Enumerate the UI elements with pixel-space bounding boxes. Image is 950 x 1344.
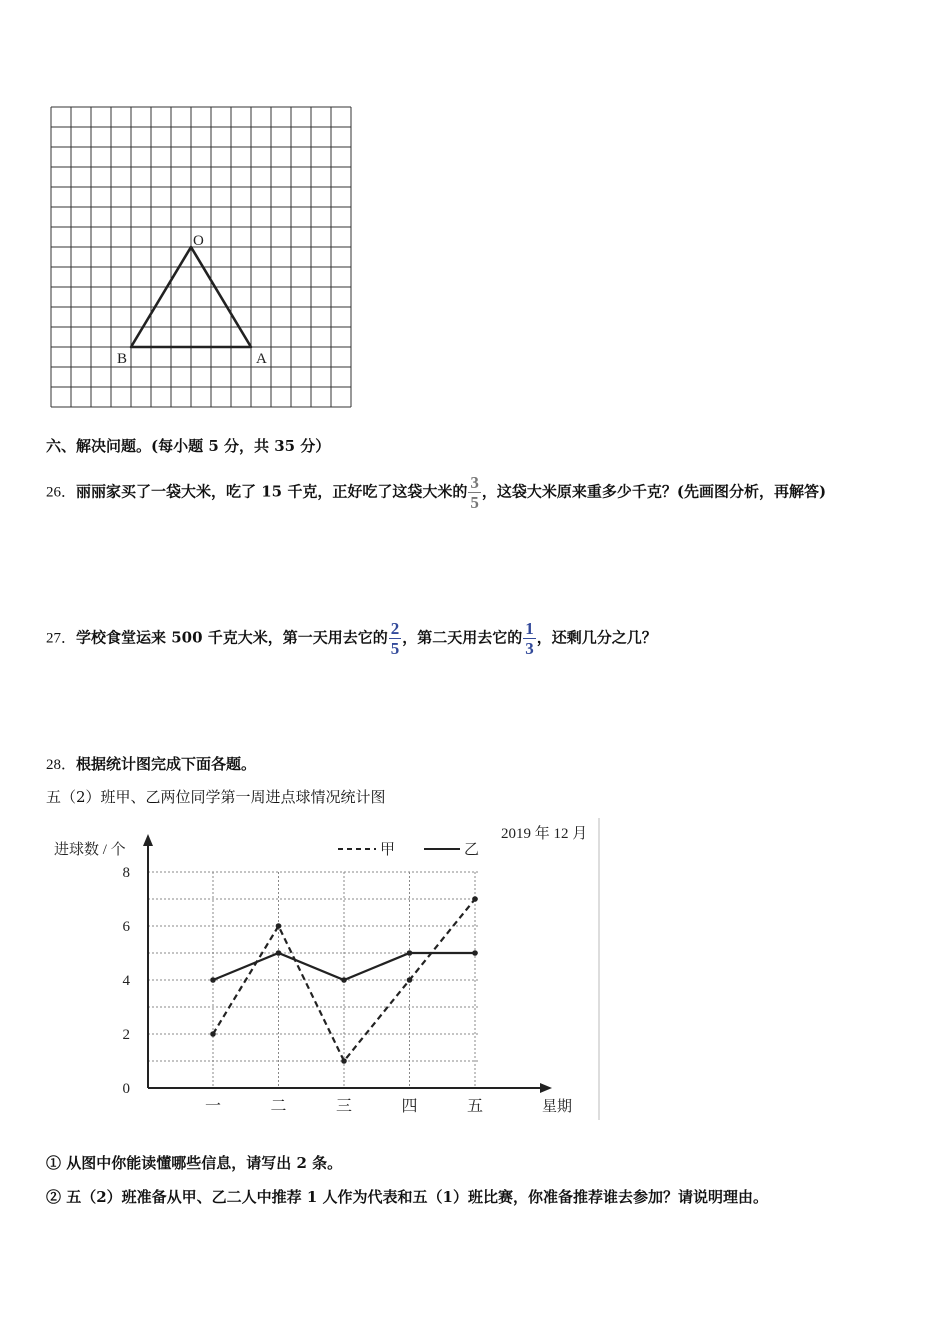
x-tick-label: 三 (335, 1098, 353, 1115)
data-point (407, 950, 413, 956)
data-point (276, 950, 282, 956)
question-text: 根据统计图完成下面各题。 (76, 755, 257, 773)
chart-caption: 五（2）班甲、乙两位同学第一周进点球情况统计图 (46, 788, 386, 806)
data-point (407, 977, 413, 983)
x-tick-label: 五 (466, 1098, 484, 1115)
fraction-denominator: 5 (470, 493, 479, 512)
sub-question-2: ② 五（2）班准备从甲、乙二人中推荐 1 人作为代表和五（1）班比赛，你准备推荐谁去参加？请说明理由。 (46, 1188, 768, 1206)
chart-ticks (123, 865, 484, 1115)
x-axis-label: 星期 (542, 1099, 573, 1115)
data-point (341, 977, 347, 983)
section-heading: 六、解决问题。(每小题 5 分，共 35 分） (46, 437, 331, 455)
chart-legend (338, 841, 479, 858)
question-text: ，还剩几分之几？ (536, 628, 657, 647)
x-axis-arrow (540, 1083, 552, 1093)
data-point (341, 1058, 347, 1064)
fraction-two-fifths (389, 620, 402, 657)
question-text: 学校食堂运来 500 千克大米，第一天用去它的 (76, 628, 388, 647)
y-tick-label: 2 (122, 1027, 130, 1043)
question-text: ，这袋大米原来重多少千克？(先画图分析，再解答) (481, 482, 827, 501)
question-28 (46, 753, 256, 774)
line-chart (46, 816, 602, 1122)
y-tick-label: 8 (122, 865, 130, 881)
fraction-one-third (523, 620, 536, 657)
fraction-numerator: 1 (525, 619, 534, 638)
chart-gridlines (148, 872, 478, 1088)
y-tick-label: 6 (122, 919, 130, 935)
y-axis-arrow (143, 834, 153, 846)
vertex-label-b: B (117, 351, 128, 367)
legend-label-jia: 甲 (380, 842, 396, 858)
question-text: 丽丽家买了一袋大米，吃了 15 千克，正好吃了这袋大米的 (76, 482, 468, 501)
question-number: 26． (46, 484, 77, 501)
fraction-three-fifths (468, 474, 481, 511)
y-tick-label: 4 (122, 973, 130, 989)
chart-axes (143, 834, 552, 1093)
x-tick-label: 四 (401, 1098, 418, 1115)
data-point (276, 923, 282, 929)
legend-label-yi: 乙 (464, 842, 480, 858)
question-27 (46, 620, 657, 657)
fraction-denominator: 5 (390, 639, 400, 658)
fraction-numerator: 3 (470, 473, 479, 492)
data-point (210, 977, 216, 983)
question-number: 27． (46, 630, 77, 647)
chart-date-label: 2019 年 12 月 (501, 826, 588, 842)
data-point (472, 950, 478, 956)
fraction-numerator: 2 (390, 619, 400, 638)
x-tick-label: 一 (204, 1098, 222, 1115)
question-text: ，第二天用去它的 (402, 628, 523, 647)
vertex-label-o: O (193, 233, 204, 249)
grid-lines (51, 107, 351, 407)
sub-question-1: ① 从图中你能读懂哪些信息，请写出 2 条。 (46, 1154, 343, 1172)
data-point (210, 1031, 216, 1037)
vertex-label-a: A (256, 351, 267, 367)
fraction-denominator: 3 (525, 639, 534, 658)
grid-figure (50, 106, 354, 408)
x-tick-label: 二 (270, 1098, 287, 1115)
question-number: 28． (46, 757, 77, 773)
question-26 (46, 474, 826, 511)
y-axis-label: 进球数 / 个 (54, 842, 126, 858)
y-tick-label: 0 (122, 1081, 130, 1097)
data-point (472, 896, 478, 902)
